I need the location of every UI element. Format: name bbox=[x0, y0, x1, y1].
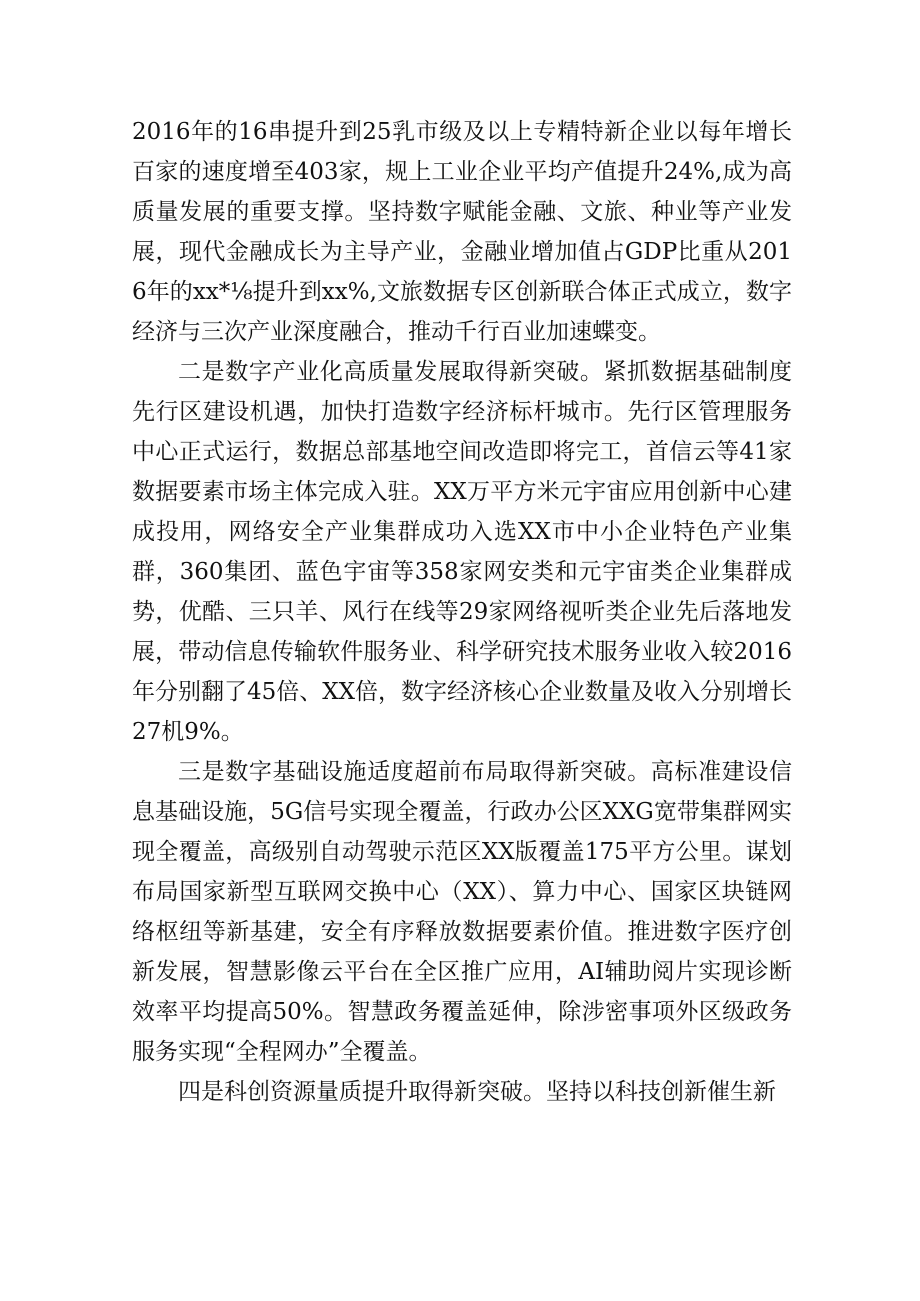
paragraph-3: 三是数字基础设施适度超前布局取得新突破。高标准建设信息基础设施，5G信号实现全覆盖，行政办公区XXG宽带集群网实现全覆盖，高级别自动驾驶示范区XX版覆盖175平方公里。谋划布局国家新型互联网交换中心（XX）、算力中心、国家区块链网络枢纽等新基建，安全有序释放数据要素价值。推进数字医疗创新发展，智慧影像云平台在全区推广应用，AI辅助阅片实现诊断效率平均提高50%。智慧政务覆盖延伸，除涉密事项外区级政务服务实现“全程网办”全覆盖。 bbox=[132, 759, 792, 1065]
paragraph-2: 二是数字产业化高质量发展取得新突破。紧抓数据基础制度先行区建设机遇，加快打造数字经济标杆城市。先行区管理服务中心正式运行，数据总部基地空间改造即将完工，首信云等41家数据要素市场主体完成入驻。XX万平方米元宇宙应用创新中心建成投用，网络安全产业集群成功入选XX市中小企业特色产业集群，360集团、蓝色宇宙等358家网安类和元宇宙类企业集群成势，优酷、三只羊、风行在线等29家网络视听类企业先后落地发展，带动信息传输软件服务业、科学研究技术服务业收入较2016年分别翻了45倍、XX倍，数字经济核心企业数量及收入分别增长27机9%。 bbox=[132, 359, 793, 745]
paragraph-1: 2016年的16串提升到25乳市级及以上专精特新企业以每年增长百家的速度增至403家，规上工业企业平均产值提升24%,成为高质量发展的重要支撑。坚持数字赋能金融、文旅、种业等产业发展，现代金融成长为主导产业，金融业增加值占GDP比重从2016年的xx*⅛提升到xx%,文旅数据专区创新联合体正式成立，数字经济与三次产业深度融合，推动千行百业加速蝶变。 bbox=[132, 119, 792, 345]
paragraph-4: 四是科创资源量质提升取得新突破。坚持以科技创新催生新 bbox=[178, 1079, 776, 1105]
document-body bbox=[132, 112, 792, 1112]
